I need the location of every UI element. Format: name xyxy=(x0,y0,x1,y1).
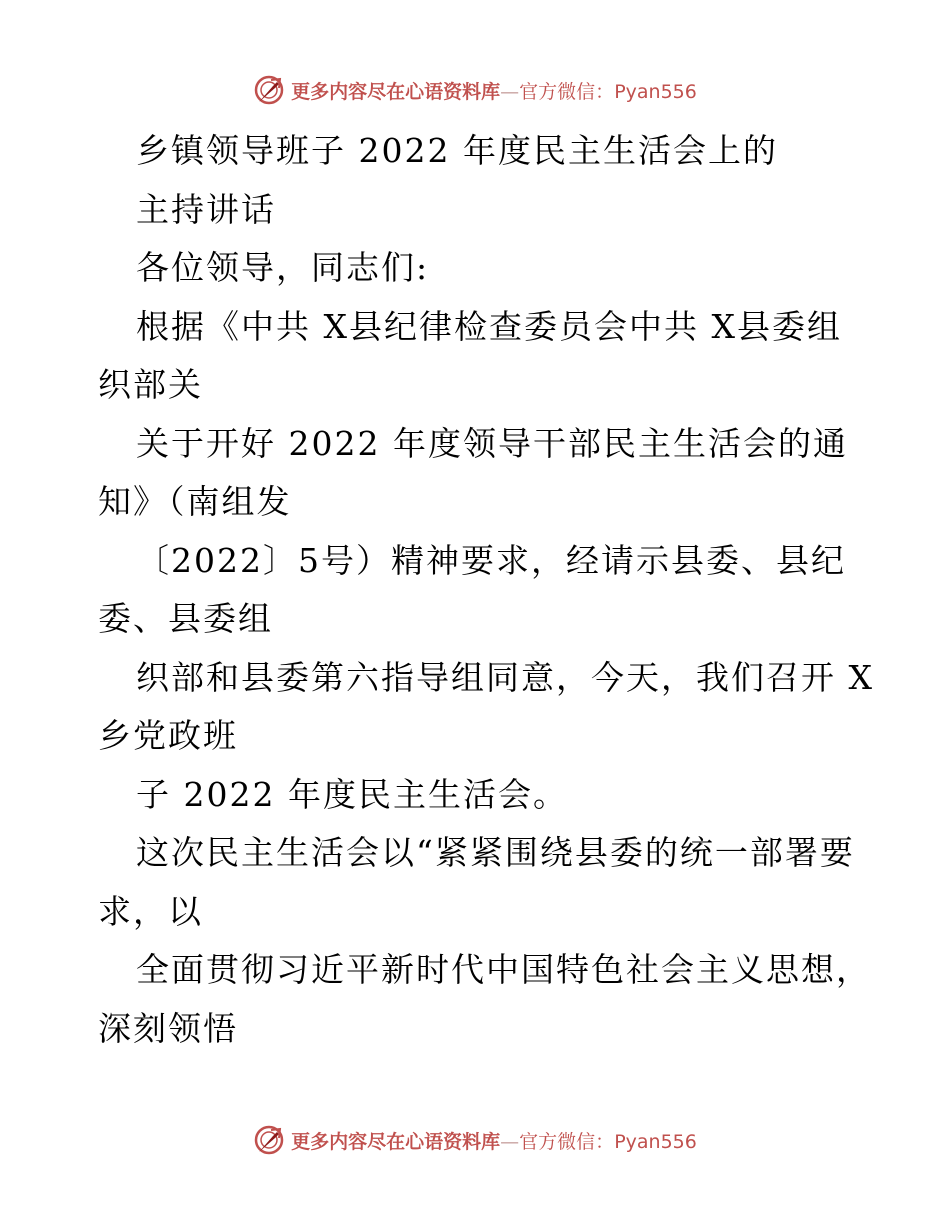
text-line: 子 2022 年度民主生活会。 xyxy=(136,774,568,814)
pen-circle-logo-icon xyxy=(253,1124,285,1156)
text-line: 各位领导，同志们: xyxy=(136,248,430,287)
banner-site-name: 更多内容尽在心语资料库 xyxy=(291,1130,501,1153)
banner-wechat-label: 官方微信： xyxy=(519,80,615,103)
pen-circle-logo-icon xyxy=(253,74,285,106)
banner-text xyxy=(291,1127,697,1154)
banner-text xyxy=(291,77,697,104)
text-line: 根据《中共 X县纪律检查委员会中共 X县委组 xyxy=(136,306,842,346)
text-line: 委、县委组 xyxy=(98,599,273,638)
text-line: 知》（南组发 xyxy=(98,482,292,521)
header-banner xyxy=(0,70,950,110)
text-line: 织部和县委第六指导组同意，今天，我们召开 X xyxy=(136,657,874,697)
footer-banner xyxy=(0,1120,950,1160)
banner-wechat-id: Pyan556 xyxy=(614,80,697,103)
document-body xyxy=(98,122,874,1058)
text-line: 〔2022〕5号）精神要求，经请示县委、县纪 xyxy=(136,540,846,580)
banner-wechat-id: Pyan556 xyxy=(614,1130,697,1153)
text-line: 这次民主生活会以“紧紧围绕县委的统一部署要 xyxy=(136,833,855,872)
text-line: 求，以 xyxy=(98,891,203,931)
text-line: 全面贯彻习近平新时代中国特色社会主义思想， xyxy=(136,950,871,989)
text-line: 深刻领悟 xyxy=(98,1008,238,1048)
banner-site-name: 更多内容尽在心语资料库 xyxy=(291,80,501,103)
banner-wechat-label: 官方微信： xyxy=(519,1130,615,1153)
banner-dash: — xyxy=(500,80,520,103)
text-line: 织部关 xyxy=(98,365,203,404)
banner-dash: — xyxy=(500,1130,520,1153)
text-line: 主持讲话 xyxy=(136,189,276,229)
text-line: 乡党政班 xyxy=(98,716,238,755)
text-line: 关于开好 2022 年度领导干部民主生活会的通 xyxy=(136,423,848,463)
text-line: 乡镇领导班子 2022 年度民主生活会上的 xyxy=(136,131,778,170)
